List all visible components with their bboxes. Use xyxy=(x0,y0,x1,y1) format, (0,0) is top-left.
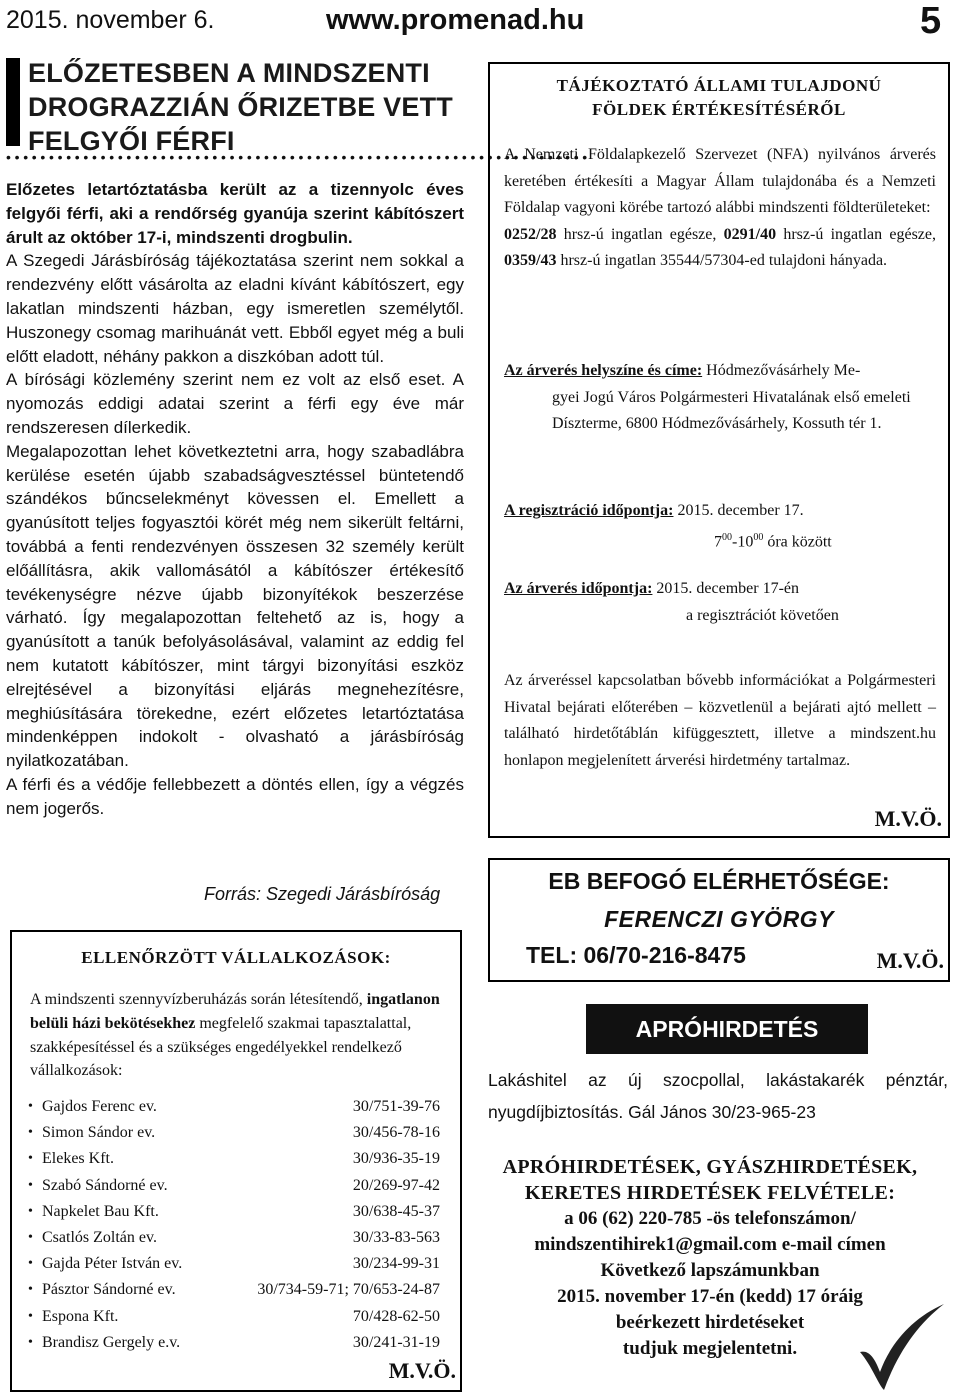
more-info: Az árveréssel kapcsolatban bővebb információkat a Polgármesteri Hivatal bejárati előterében – közvetlenül a bejárati ajtó mellett – található hirdetőtáblán kifüggesztett, illetve a mindszent.hu honlapon megjelenített árverési hirdetmény tartalmaz. xyxy=(504,672,936,769)
article-paragraph: A férfi és a védője fellebbezett a döntés ellen, így a végzés nem jogerős. xyxy=(6,774,464,818)
verified-businesses-box xyxy=(10,930,462,1392)
article-paragraph: Megalapozottan lehet következtetni arra, hogy szabadlábra kerülése esetén újabb szabadságvesztéssel büntetendő szándékos bűncselekményt kövessen el. Emellett a gyanúsított teljes fogyasztói körét még nem sikerült feltárni, továbbá a fenti rendezvényen összesen 32 személy került előállításra, akik vallomásától a kábítószer értékesítő tevékenységre nézve újabb bizonyítékok beszerzése várható. Így megalapozottan feltehető az is, hogy a gyanúsított a tanúk befolyásolásával, valamint az eddig fel nem kutatott kábítószer, mint tárgyi bizonyítási eszköz elrejtésével a bizonyítási eljárás megnehezítésre, meghiúsítására törekedne, ezért előzetes letartóztatása mindenképpen indokolt - olvasható a járásbíróság nyilatkozatában. xyxy=(6,441,464,771)
auction-time: Az árverés időpontja: 2015. december 17-én a regisztrációt követően xyxy=(504,580,839,624)
headline-bar xyxy=(6,58,20,146)
site-url[interactable]: www.promenad.hu xyxy=(326,4,585,36)
verified-businesses-title: ELLENŐRZÖTT VÁLLALKOZÁSOK: xyxy=(81,948,391,967)
article-paragraph: A Szegedi Járásbíróság tájékoztatása szerint nem sokkal a rendezvény előtt vásárolta az eladni kívánt kábítószert, egy lakatlan mindszenti házban, egy ismeretlen személytől. Huszonegy csomag marihuánát vett. Ebből egyet még a buli előtt eladott, néhány pakkon a diszkóban adott túl. xyxy=(6,251,464,366)
dog-catcher-heading: EB BEFOGÓ ELÉRHETŐSÉGE: xyxy=(548,868,890,894)
land-sale-notice-body: A Nemzeti Földalapkezelő Szervezet (NFA) nyilvános árverés keretében értékesíti a Magyar Állam tulajdonába és a Nemzeti Földalap vagyoni körébe tartozó alábbi mindszenti földterületeket: 0252/28 hrsz-ú ingatlan egésze, 0291/40 hrsz-ú ingatlan egésze, 0359/43 hrsz-ú ingatlan 35544/57304-ed tulajdoni hányada. xyxy=(504,142,936,275)
parcel-list: 0252/28 hrsz-ú ingatlan egésze, 0291/40 hrsz-ú ingatlan egésze, 0359/43 hrsz-ú ingatlan 35544/57304-ed tulajdoni hányada. xyxy=(504,225,937,269)
list-item: • Elekes Kft. 30/936-35-19 xyxy=(28,1146,448,1172)
contact-email[interactable]: mindszentihirek1@gmail.com e-mail címen xyxy=(534,1234,886,1255)
dog-catcher-phone: TEL: 06/70-216-8475 xyxy=(526,942,746,968)
auction-venue: Az árverés helyszíne és címe: Hódmezővásárhely Me- gyei Jogú Város Polgármesteri Hivatalának első emeleti Díszterme, 6800 Hódmezővásárhely, Kossuth tér 1. xyxy=(504,362,911,432)
article-paragraph: A bírósági közlemény szerint nem ez volt az első eset. A nyomozás eddigi adatai szerint a férfi egy éve már rendszeresen dílerkedik. xyxy=(6,370,464,437)
checkmark-icon xyxy=(854,1300,950,1394)
land-sale-notice-box xyxy=(488,62,950,838)
list-item: • Pásztor Sándorné ev. 30/734-59-71; 70/653-24-87 xyxy=(28,1277,448,1303)
dotted-divider: •••••••••••••••••••••••••••••••••••••••••••••••••••••••••••••••••••• xyxy=(6,149,591,165)
registration-time: A regisztráció időpontja: 2015. december 17. $7^{00}-10^{00}$ óra között xyxy=(504,502,832,550)
list-item: • Gajdos Ferenc ev. 30/751-39-76 xyxy=(28,1094,448,1120)
page-header xyxy=(0,0,960,46)
business-list xyxy=(28,1094,448,1356)
article-headline: ELŐZETESBEN A MINDSZENTI DROGRAZZIÁN ŐRIZETBE VETT FELGYŐI FÉRFI xyxy=(28,58,453,156)
signature: M.V.Ö. xyxy=(388,1358,456,1383)
land-sale-notice-title: TÁJÉKOZTATÓ ÁLLAMI TULAJDONÚ FÖLDEK ÉRTÉKESÍTÉSÉRŐL xyxy=(556,76,882,119)
list-item: • Csatlós Zoltán ev. 30/33-83-563 xyxy=(28,1225,448,1251)
dog-catcher-name: FERENCZI GYÖRGY xyxy=(604,906,834,932)
article-source: Forrás: Szegedi Járásbíróság xyxy=(204,884,441,904)
list-item: • Gajda Péter István ev. 30/234-99-31 xyxy=(28,1251,448,1277)
ad-submission-info: APRÓHIRDETÉSEK, GYÁSZHIRDETÉSEK, KERETES HIRDETÉSEK FELVÉTELE: a 06 (62) 220-785 -ös telefonszámon/ mindszentihirek1@gmail.com e-mail címen Következő lapszámunkban 2015. november 17-én (kedd) 17 óráig beérkezett hirdetéseket tudjuk megjelentetni. xyxy=(500,1154,920,1362)
issue-date: 2015. november 6. xyxy=(6,6,215,34)
page-number: 5 xyxy=(920,0,942,42)
classified-ad: Lakáshitel az új szocpollal, lakástakarék pénztár, nyugdíjbiztosítás. Gál János 30/23-965-23 xyxy=(488,1070,948,1122)
list-item: • Brandisz Gergely e.v. 30/241-31-19 xyxy=(28,1330,448,1356)
list-item: • Napkelet Bau Kft. 30/638-45-37 xyxy=(28,1199,448,1225)
verified-businesses-intro: A mindszenti szennyvízberuházás során létesítendő, ingatlanon belüli házi bekötésekhez megfelelő szakmai tapasztalattal, szakképesítéssel és a szükséges engedélyekkel rendelkező vállalkozások: xyxy=(30,991,440,1080)
classifieds-banner: APRÓHIRDETÉS xyxy=(586,1004,868,1054)
article-body xyxy=(6,178,464,821)
signature: M.V.Ö. xyxy=(876,948,944,973)
list-item: • Espona Kft. 70/428-62-50 xyxy=(28,1304,448,1330)
article-lead: Előzetes letartóztatásba került az a tizennyolc éves felgyői férfi, aki a rendőrség gyanúja szerint kábítószert árult az október 17-i, mindszenti drogbulin. xyxy=(6,180,464,247)
list-item: • Szabó Sándorné ev. 20/269-97-42 xyxy=(28,1173,448,1199)
list-item: • Simon Sándor ev. 30/456-78-16 xyxy=(28,1120,448,1146)
signature: M.V.Ö. xyxy=(874,806,942,831)
dog-catcher-contact-box xyxy=(488,858,950,982)
